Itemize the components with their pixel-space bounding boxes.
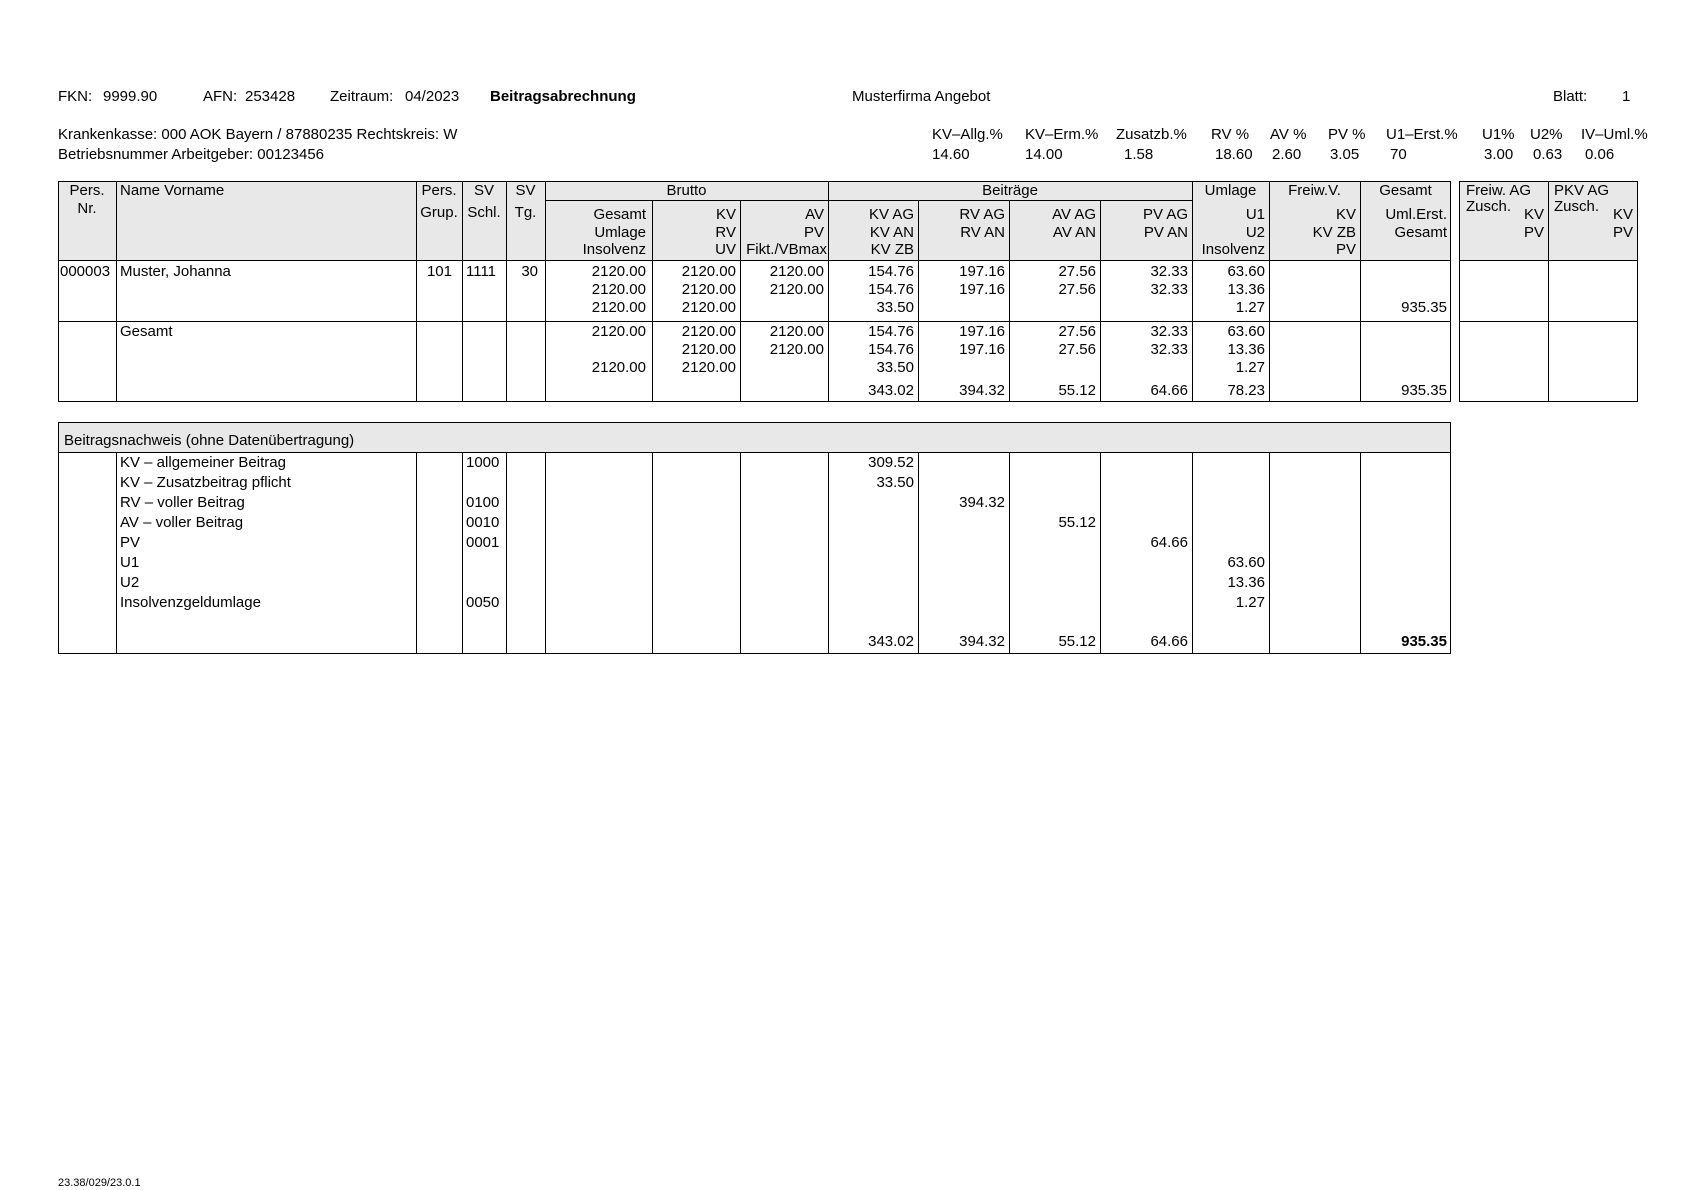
brutto-gesamt: 2120.00 bbox=[591, 299, 646, 316]
nachweis-av-total: 55.12 bbox=[1058, 633, 1096, 650]
nachweis-gesamt-total: 935.35 bbox=[1401, 633, 1447, 650]
header-rv: RV AN bbox=[960, 224, 1005, 241]
nachweis-umlage: 1.27 bbox=[1235, 594, 1265, 611]
header-sv-schl: Schl. bbox=[467, 204, 501, 221]
afn-value: 253428 bbox=[245, 88, 296, 105]
umlage-value: 13.36 bbox=[1227, 281, 1265, 298]
pers-grup: 101 bbox=[426, 263, 452, 280]
fkn-value: 9999.90 bbox=[103, 88, 158, 105]
brutto-av: 2120.00 bbox=[769, 341, 824, 358]
umlage-value: 13.36 bbox=[1227, 341, 1265, 358]
nachweis-rv-total: 394.32 bbox=[959, 633, 1005, 650]
beitrag-pv: 32.33 bbox=[1150, 323, 1188, 340]
rate-label: AV % bbox=[1270, 126, 1307, 143]
rate-label: IV–Uml.% bbox=[1581, 126, 1648, 143]
nachweis-code: 0100 bbox=[466, 494, 500, 511]
nachweis-kv: 33.50 bbox=[876, 474, 914, 491]
beitrag-kv: 33.50 bbox=[876, 359, 914, 376]
header-umlage-sub: U2 bbox=[1245, 224, 1265, 241]
nachweis-label: KV – Zusatzbeitrag pflicht bbox=[120, 474, 291, 491]
beitrag-kv: 33.50 bbox=[876, 299, 914, 316]
sv-schluessel: 1111 bbox=[466, 263, 497, 280]
umlage-value: 63.60 bbox=[1227, 263, 1265, 280]
header-brutto: Brutto bbox=[666, 182, 707, 199]
beitrag-kv: 154.76 bbox=[868, 281, 914, 298]
krankenkasse-line: Krankenkasse: 000 AOK Bayern / 87880235 Rechtskreis: W bbox=[58, 126, 458, 143]
rate-label: KV–Erm.% bbox=[1025, 126, 1099, 143]
header-brutto-1: Insolvenz bbox=[582, 241, 646, 258]
nachweis-label: U2 bbox=[120, 574, 140, 591]
nachweis-title: Beitragsnachweis (ohne Datenübertragung) bbox=[64, 432, 355, 449]
umlage-value: 1.27 bbox=[1235, 299, 1265, 316]
blatt-label: Blatt: bbox=[1553, 88, 1588, 105]
header-gesamt: Gesamt bbox=[1379, 182, 1432, 199]
header-persgrup: Grup. bbox=[420, 204, 458, 221]
umlage-value: 63.60 bbox=[1227, 323, 1265, 340]
brutto-kv: 2120.00 bbox=[681, 281, 736, 298]
header-av: AV AG bbox=[1052, 206, 1096, 223]
sv-tage: 30 bbox=[521, 263, 538, 280]
zeitraum-label: Zeitraum: bbox=[330, 88, 394, 105]
header-umlage-sub: U1 bbox=[1245, 206, 1265, 223]
rate-value: 70 bbox=[1390, 146, 1407, 163]
nachweis-umlage: 63.60 bbox=[1227, 554, 1265, 571]
zeitraum-value: 04/2023 bbox=[405, 88, 460, 105]
rate-label: U1–Erst.% bbox=[1386, 126, 1458, 143]
nachweis-label: KV – allgemeiner Beitrag bbox=[120, 454, 286, 471]
header-pkv-ag: KV bbox=[1612, 206, 1633, 223]
header-gesamt-sub: Gesamt bbox=[1394, 224, 1447, 241]
header-gesamt-sub: Uml.Erst. bbox=[1385, 206, 1447, 223]
brutto-gesamt: 2120.00 bbox=[591, 359, 646, 376]
rate-value: 18.60 bbox=[1215, 146, 1253, 163]
header-sv-schl: SV bbox=[473, 182, 494, 199]
header-persgrup: Pers. bbox=[421, 182, 457, 199]
nachweis-label: Insolvenzgeldumlage bbox=[120, 594, 261, 611]
nachweis-pv: 64.66 bbox=[1150, 534, 1188, 551]
nachweis-label: RV – voller Beitrag bbox=[120, 494, 245, 511]
betriebsnummer-line: Betriebsnummer Arbeitgeber: 00123456 bbox=[58, 146, 325, 163]
header-freiw-ag: PV bbox=[1523, 224, 1544, 241]
brutto-kv: 2120.00 bbox=[681, 263, 736, 280]
rate-label: RV % bbox=[1211, 126, 1250, 143]
header-rv: RV AG bbox=[959, 206, 1005, 223]
fkn-label: FKN: bbox=[58, 88, 93, 105]
gesamt-total: 935.35 bbox=[1401, 382, 1447, 399]
beitrag-av-total: 55.12 bbox=[1058, 382, 1096, 399]
footer-code: 23.38/029/23.0.1 bbox=[58, 1177, 141, 1189]
header-pers: Pers. bbox=[69, 182, 105, 199]
beitrag-pv: 32.33 bbox=[1150, 281, 1188, 298]
header-kv: KV AG bbox=[868, 206, 914, 223]
header-pv: PV AG bbox=[1142, 206, 1188, 223]
beitrag-av: 27.56 bbox=[1058, 323, 1096, 340]
header-sv-tg: Tg. bbox=[514, 204, 537, 221]
beitrag-rv: 197.16 bbox=[959, 263, 1005, 280]
rate-value: 14.00 bbox=[1025, 146, 1063, 163]
rate-label: KV–Allg.% bbox=[932, 126, 1003, 143]
document-title: Beitragsabrechnung bbox=[490, 88, 636, 105]
pers-nr: 000003 bbox=[60, 263, 111, 280]
rate-value: 2.60 bbox=[1272, 146, 1302, 163]
nachweis-pv-total: 64.66 bbox=[1150, 633, 1188, 650]
header-brutto-2: UV bbox=[715, 241, 736, 258]
umlage-value: 1.27 bbox=[1235, 359, 1265, 376]
nachweis-av: 55.12 bbox=[1058, 514, 1096, 531]
nachweis-code: 0050 bbox=[466, 594, 500, 611]
header-sv-tg: SV bbox=[515, 182, 536, 199]
header-freiw: Freiw.V. bbox=[1288, 182, 1341, 199]
nachweis-label: AV – voller Beitrag bbox=[120, 514, 244, 531]
beitrag-rv: 197.16 bbox=[959, 281, 1005, 298]
nachweis-rv: 394.32 bbox=[959, 494, 1005, 511]
blatt-value: 1 bbox=[1622, 88, 1631, 105]
header-brutto-3: Fikt./VBmax bbox=[746, 241, 827, 258]
header-nr: Nr. bbox=[77, 200, 97, 217]
total-label: Gesamt bbox=[120, 323, 173, 340]
nachweis-kv-total: 343.02 bbox=[868, 633, 914, 650]
afn-label: AFN: bbox=[203, 88, 238, 105]
beitrag-kv: 154.76 bbox=[868, 341, 914, 358]
brutto-gesamt: 2120.00 bbox=[591, 263, 646, 280]
employee-name: Muster, Johanna bbox=[120, 263, 231, 280]
rate-value: 0.63 bbox=[1533, 146, 1563, 163]
brutto-kv: 2120.00 bbox=[681, 359, 736, 376]
beitrag-kv: 154.76 bbox=[868, 263, 914, 280]
header-brutto-2: RV bbox=[715, 224, 736, 241]
brutto-av: 2120.00 bbox=[769, 263, 824, 280]
company-name: Musterfirma Angebot bbox=[852, 88, 991, 105]
rate-value: 1.58 bbox=[1124, 146, 1154, 163]
header-umlage: Umlage bbox=[1204, 182, 1257, 199]
rate-label: U2% bbox=[1530, 126, 1563, 143]
header-freiw-sub: PV bbox=[1335, 241, 1356, 258]
brutto-gesamt: 2120.00 bbox=[591, 281, 646, 298]
beitrag-av: 27.56 bbox=[1058, 341, 1096, 358]
beitrag-kv-total: 343.02 bbox=[868, 382, 914, 399]
header-freiw-sub: KV bbox=[1335, 206, 1356, 223]
nachweis-code: 0010 bbox=[466, 514, 500, 531]
header-name: Name Vorname bbox=[120, 182, 225, 199]
beitrag-pv: 32.33 bbox=[1150, 341, 1188, 358]
header-pkv-ag: PV bbox=[1612, 224, 1633, 241]
brutto-av: 2120.00 bbox=[769, 281, 824, 298]
brutto-kv: 2120.00 bbox=[681, 323, 736, 340]
header-brutto-1: Umlage bbox=[594, 224, 646, 241]
header-kv: KV AN bbox=[869, 224, 914, 241]
header-av: AV AN bbox=[1052, 224, 1096, 241]
gesamt-value: 935.35 bbox=[1401, 299, 1447, 316]
beitrag-rv-total: 394.32 bbox=[959, 382, 1005, 399]
brutto-kv: 2120.00 bbox=[681, 341, 736, 358]
header-brutto-3: AV bbox=[805, 206, 824, 223]
header-pv: PV AN bbox=[1143, 224, 1188, 241]
header-pkv-ag: PKV AG bbox=[1554, 182, 1610, 199]
rate-value: 3.00 bbox=[1484, 146, 1514, 163]
nachweis-kv: 309.52 bbox=[868, 454, 914, 471]
nachweis-umlage: 13.36 bbox=[1227, 574, 1265, 591]
beitrag-pv: 32.33 bbox=[1150, 263, 1188, 280]
header-freiw-ag: Zusch. bbox=[1466, 198, 1512, 215]
brutto-av: 2120.00 bbox=[769, 323, 824, 340]
header-kv: KV ZB bbox=[870, 241, 914, 258]
header-freiw-ag: KV bbox=[1523, 206, 1544, 223]
rate-value: 14.60 bbox=[932, 146, 970, 163]
header-brutto-3: PV bbox=[803, 224, 824, 241]
header-freiw-sub: KV ZB bbox=[1312, 224, 1356, 241]
rate-value: 3.05 bbox=[1330, 146, 1360, 163]
rate-label: PV % bbox=[1328, 126, 1366, 143]
beitrag-kv: 154.76 bbox=[868, 323, 914, 340]
rate-value: 0.06 bbox=[1585, 146, 1615, 163]
nachweis-label: PV bbox=[120, 534, 141, 551]
header-brutto-2: KV bbox=[715, 206, 736, 223]
nachweis-code: 0001 bbox=[466, 534, 500, 551]
header-beitraege: Beiträge bbox=[982, 182, 1038, 199]
header-brutto-1: Gesamt bbox=[593, 206, 646, 223]
brutto-gesamt: 2120.00 bbox=[591, 323, 646, 340]
nachweis-code: 1000 bbox=[466, 454, 500, 471]
rate-label: Zusatzb.% bbox=[1116, 126, 1187, 143]
beitrag-pv-total: 64.66 bbox=[1150, 382, 1188, 399]
umlage-total: 78.23 bbox=[1227, 382, 1265, 399]
nachweis-label: U1 bbox=[120, 554, 140, 571]
brutto-kv: 2120.00 bbox=[681, 299, 736, 316]
rate-label: U1% bbox=[1482, 126, 1515, 143]
beitrag-av: 27.56 bbox=[1058, 263, 1096, 280]
beitrag-rv: 197.16 bbox=[959, 341, 1005, 358]
beitrag-rv: 197.16 bbox=[959, 323, 1005, 340]
beitrag-av: 27.56 bbox=[1058, 281, 1096, 298]
header-freiw-ag: Freiw. AG bbox=[1466, 182, 1532, 199]
header-umlage-sub: Insolvenz bbox=[1201, 241, 1265, 258]
header-pkv-ag: Zusch. bbox=[1554, 198, 1600, 215]
